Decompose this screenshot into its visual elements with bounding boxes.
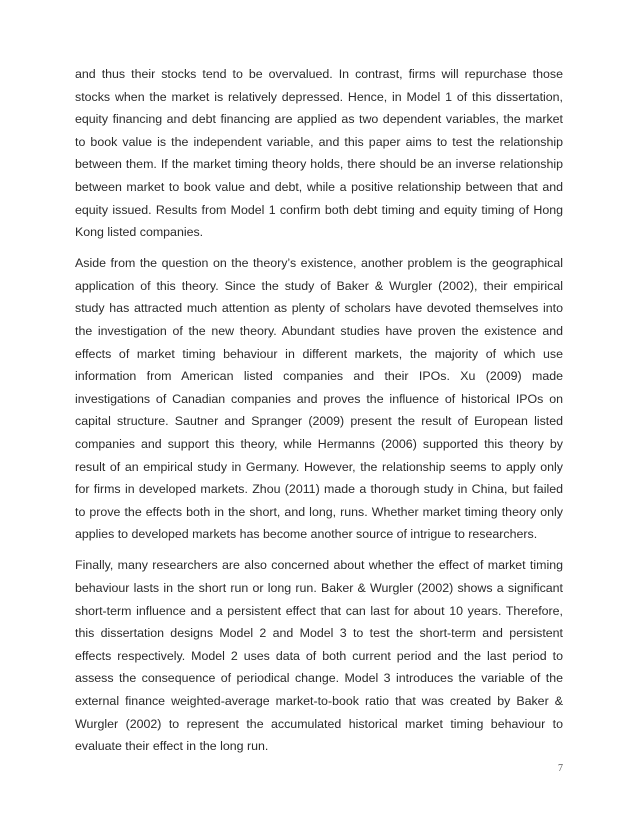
body-text: [75, 63, 563, 758]
paragraph-1: and thus their stocks tend to be overvalued. In contrast, firms will repurchase those stocks when the market is relatively depressed. Hence, in Model 1 of this dissertation, equity financing and debt financing are applied as two dependent variables, the market to book value is the independent variable, and this paper aims to test the relationship between them. If the market timing theory holds, there should be an inverse relationship between market to book value and debt, while a positive relationship between that and equity issued. Results from Model 1 confirm both debt timing and equity timing of Hong Kong listed companies.: [75, 67, 563, 240]
page-number: 7: [558, 763, 563, 774]
paragraph-2: Aside from the question on the theory’s existence, another problem is the geographical application of this theory. Since the study of Baker & Wurgler (2002), their empirical study has attracted much attention as plenty of scholars have devoted themselves into the investigation of the new theory. Abundant studies have proven the existence and effects of market timing behaviour in different markets, the majority of which use information from American listed companies and their IPOs. Xu (2009) made investigations of Canadian companies and proves the influence of historical IPOs on capital structure. Sautner and Spranger (2009) present the result of European listed companies and support this theory, while Hermanns (2006) supported this theory by result of an empirical study in Germany. However, the relationship seems to apply only for firms in developed markets. Zhou (2011) made a thorough study in China, but failed to prove the effects both in the short, and long, runs. Whether market timing theory only applies to developed markets has become another source of intrigue to researchers.: [75, 256, 563, 542]
paragraph-3: Finally, many researchers are also concerned about whether the effect of market timing behaviour lasts in the short run or long run. Baker & Wurgler (2002) shows a significant short-term influence and a persistent effect that can last for about 10 years. Therefore, this dissertation designs Model 2 and Model 3 to test the short-term and persistent effects respectively. Model 2 uses data of both current period and the last period to assess the consequence of periodical change. Model 3 introduces the variable of the external finance weighted-average market-to-book ratio that was created by Baker & Wurgler (2002) to represent the accumulated historical market timing behaviour to evaluate their effect in the long run.: [75, 558, 563, 754]
